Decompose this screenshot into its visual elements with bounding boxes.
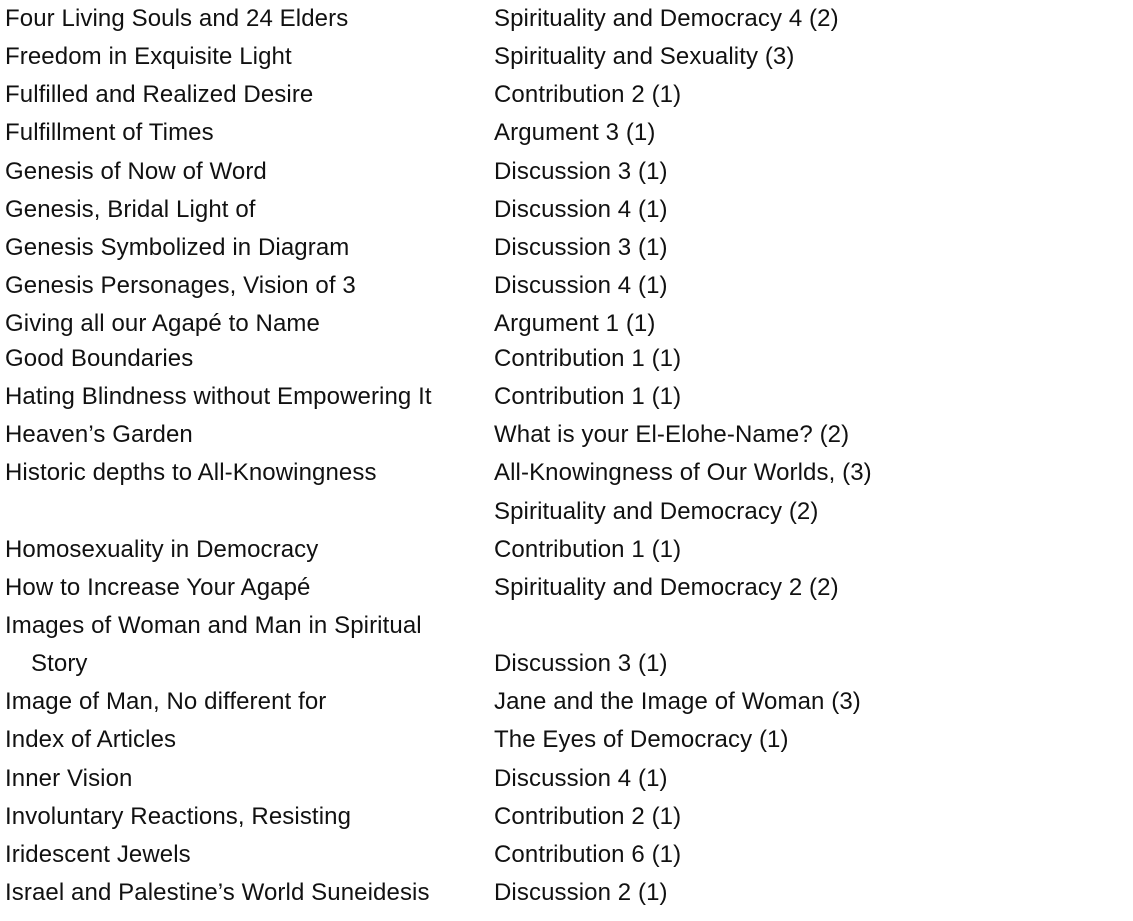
index-entry — [0, 114, 1133, 152]
entry-topic: How to Increase Your Agapé — [5, 574, 311, 601]
entry-topic: Genesis, Bridal Light of — [5, 196, 256, 223]
index-entry — [0, 340, 1133, 378]
index-entry — [0, 721, 1133, 759]
entry-topic: Images of Woman and Man in Spiritual — [5, 612, 422, 639]
entry-reference: Discussion 4 (1) — [494, 765, 668, 792]
entry-topic: Hating Blindness without Empowering It — [5, 383, 432, 410]
entry-topic: Good Boundaries — [5, 345, 194, 372]
index-entry — [0, 836, 1133, 874]
entry-reference: Discussion 3 (1) — [494, 234, 668, 261]
index-entry — [0, 454, 1133, 492]
index-entry — [0, 305, 1133, 343]
entry-reference: Argument 1 (1) — [494, 310, 656, 337]
entry-topic: Fulfilled and Realized Desire — [5, 81, 314, 108]
entry-topic: Homosexuality in Democracy — [5, 536, 319, 563]
entry-reference: Spirituality and Sexuality (3) — [494, 43, 795, 70]
index-entry — [0, 569, 1133, 607]
index-entry — [0, 683, 1133, 721]
entry-reference: Contribution 6 (1) — [494, 841, 682, 868]
entry-topic: Image of Man, No different for — [5, 688, 327, 715]
entry-topic: Index of Articles — [5, 726, 177, 753]
index-entry — [0, 191, 1133, 229]
entry-topic: Historic depths to All-Knowingness — [5, 459, 377, 486]
entry-topic: Story — [31, 650, 88, 677]
entry-topic: Involuntary Reactions, Resisting — [5, 803, 352, 830]
entry-reference: Contribution 2 (1) — [494, 81, 682, 108]
index-entry — [0, 607, 1133, 645]
entry-reference: What is your El-Elohe-Name? (2) — [494, 421, 850, 448]
index-entry — [0, 798, 1133, 836]
entry-reference: Argument 3 (1) — [494, 119, 656, 146]
entry-reference: Contribution 1 (1) — [494, 383, 682, 410]
entry-reference: All-Knowingness of Our Worlds, (3) — [494, 459, 872, 486]
entry-topic: Genesis Symbolized in Diagram — [5, 234, 350, 261]
entry-topic: Iridescent Jewels — [5, 841, 191, 868]
entry-reference: Jane and the Image of Woman (3) — [494, 688, 861, 715]
index-entry — [0, 645, 1133, 683]
entry-reference: Spirituality and Democracy (2) — [494, 498, 819, 525]
entry-reference: Discussion 2 (1) — [494, 879, 668, 906]
index-entry — [0, 378, 1133, 416]
index-entry — [0, 760, 1133, 798]
entry-reference: Contribution 1 (1) — [494, 536, 682, 563]
index-entry — [0, 0, 1133, 38]
entry-reference: Contribution 2 (1) — [494, 803, 682, 830]
entry-topic: Genesis of Now of Word — [5, 158, 267, 185]
entry-topic: Genesis Personages, Vision of 3 — [5, 272, 356, 299]
index-entry — [0, 76, 1133, 114]
index-entry — [0, 874, 1133, 912]
index-entry — [0, 493, 1133, 531]
entry-topic: Inner Vision — [5, 765, 133, 792]
entry-topic: Four Living Souls and 24 Elders — [5, 5, 349, 32]
entry-topic: Fulfillment of Times — [5, 119, 214, 146]
entry-reference: Discussion 3 (1) — [494, 650, 668, 677]
entry-topic: Freedom in Exquisite Light — [5, 43, 292, 70]
entry-reference: Discussion 4 (1) — [494, 272, 668, 299]
entry-reference: Spirituality and Democracy 4 (2) — [494, 5, 839, 32]
index-entry — [0, 229, 1133, 267]
index-entry — [0, 153, 1133, 191]
entry-reference: Spirituality and Democracy 2 (2) — [494, 574, 839, 601]
entry-topic: Israel and Palestine’s World Suneidesis — [5, 879, 430, 906]
index-entry — [0, 267, 1133, 305]
index-entry — [0, 416, 1133, 454]
entry-topic: Giving all our Agapé to Name — [5, 310, 320, 337]
index-entry — [0, 38, 1133, 76]
entry-reference: The Eyes of Democracy (1) — [494, 726, 789, 753]
entry-reference: Contribution 1 (1) — [494, 345, 682, 372]
index-entry — [0, 531, 1133, 569]
entry-reference: Discussion 4 (1) — [494, 196, 668, 223]
entry-topic: Heaven’s Garden — [5, 421, 193, 448]
entry-reference: Discussion 3 (1) — [494, 158, 668, 185]
